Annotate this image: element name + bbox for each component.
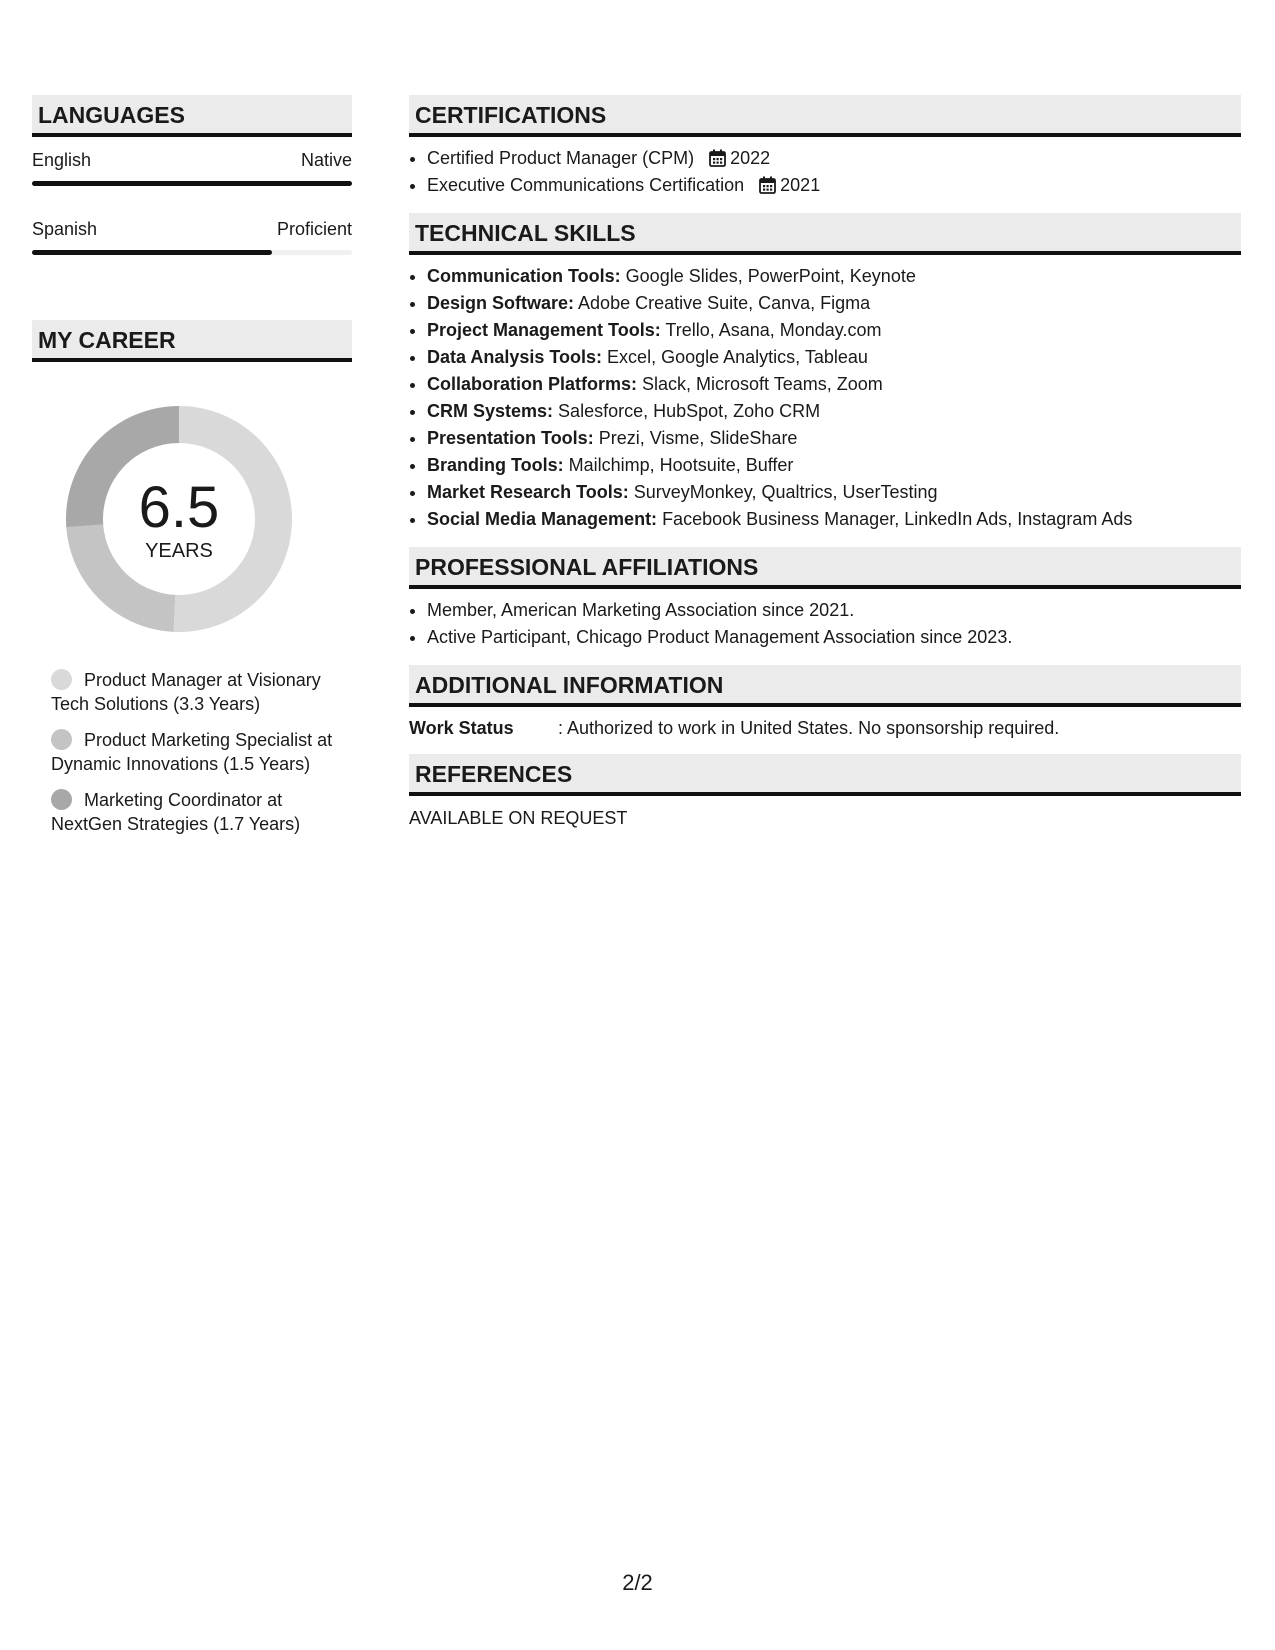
certification-name: Executive Communications Certification <box>427 175 745 195</box>
work-status-row <box>409 707 1241 747</box>
language-name: Spanish <box>32 219 98 239</box>
languages-heading: LANGUAGES <box>32 95 352 137</box>
technical-skills-list <box>409 263 1241 533</box>
certification-year: 2022 <box>730 148 771 168</box>
career-total-years: 6.5 <box>138 475 220 540</box>
legend-dot-icon <box>51 669 72 690</box>
skill-tools: Slack, Microsoft Teams, Zoom <box>637 374 883 394</box>
language-row <box>32 206 352 275</box>
career-donut <box>66 406 292 632</box>
skill-category: Social Media Management: <box>427 509 658 529</box>
skill-tools: Facebook Business Manager, LinkedIn Ads, Instagram Ads <box>657 509 1133 529</box>
language-level: Proficient <box>276 219 352 239</box>
skill-category: Communication Tools: <box>427 266 621 286</box>
certifications-heading: CERTIFICATIONS <box>409 95 1241 137</box>
career-years-unit: YEARS <box>145 540 213 562</box>
skill-category: Branding Tools: <box>427 455 564 475</box>
skill-tools: Adobe Creative Suite, Canva, Figma <box>574 293 871 313</box>
skill-tools: Google Slides, PowerPoint, Keynote <box>620 266 916 286</box>
skill-item <box>427 479 1241 506</box>
language-bar-fill <box>32 181 352 186</box>
language-bar <box>32 250 352 255</box>
legend-item <box>51 668 341 716</box>
calendar-icon <box>759 176 776 194</box>
skill-tools: Salesforce, HubSpot, Zoho CRM <box>553 401 821 421</box>
skill-item <box>427 344 1241 371</box>
work-status-value: : Authorized to work in United States. No sponsorship required. <box>558 718 1060 738</box>
legend-item <box>51 788 341 836</box>
skill-item <box>427 263 1241 290</box>
certification-item <box>427 172 1241 199</box>
legend-item <box>51 728 341 776</box>
skill-item <box>427 506 1241 533</box>
skill-category: CRM Systems: <box>427 401 554 421</box>
calendar-icon <box>709 149 726 167</box>
certification-item <box>427 145 1241 172</box>
legend-label: Product Marketing Specialist at Dynamic Innovations (1.5 Years) <box>51 730 333 774</box>
skill-category: Project Management Tools: <box>427 320 661 340</box>
skill-category: Market Research Tools: <box>427 482 629 502</box>
career-legend <box>51 668 341 836</box>
skill-tools: SurveyMonkey, Qualtrics, UserTesting <box>628 482 938 502</box>
skill-item <box>427 452 1241 479</box>
right-column <box>409 95 1241 829</box>
affiliation-item: • Active Participant, Chicago Product Management Association since 2023. <box>427 624 1241 651</box>
skill-tools: Excel, Google Analytics, Tableau <box>602 347 868 367</box>
legend-dot-icon <box>51 789 72 810</box>
skill-tools: Prezi, Visme, SlideShare <box>593 428 798 448</box>
references-text: AVAILABLE ON REQUEST <box>409 808 628 828</box>
skill-category: Data Analysis Tools: <box>427 347 603 367</box>
affiliation-item: • Member, American Marketing Association since 2021. <box>427 597 1241 624</box>
language-name: English <box>32 150 92 170</box>
skill-item <box>427 317 1241 344</box>
work-status-label: Work Status <box>409 718 514 738</box>
references-heading: REFERENCES <box>409 754 1241 796</box>
skill-item <box>427 290 1241 317</box>
skill-tools: Mailchimp, Hootsuite, Buffer <box>563 455 794 475</box>
skill-category: Collaboration Platforms: <box>427 374 638 394</box>
language-bar <box>32 181 352 186</box>
technical-skills-heading: TECHNICAL SKILLS <box>409 213 1241 255</box>
certifications-list <box>409 145 1241 199</box>
affiliations-heading: PROFESSIONAL AFFILIATIONS <box>409 547 1241 589</box>
skill-category: Presentation Tools: <box>427 428 594 448</box>
legend-label: Marketing Coordinator at NextGen Strategies (1.7 Years) <box>51 790 301 834</box>
skill-item <box>427 398 1241 425</box>
affiliations-list <box>409 597 1241 651</box>
skill-category: Design Software: <box>427 293 575 313</box>
language-level: Native <box>300 150 352 170</box>
legend-label: Product Manager at Visionary Tech Solutions (3.3 Years) <box>51 670 321 714</box>
language-row <box>32 137 352 206</box>
legend-dot-icon <box>51 729 72 750</box>
skill-item <box>427 425 1241 452</box>
additional-info-heading: ADDITIONAL INFORMATION <box>409 665 1241 707</box>
certification-name: Certified Product Manager (CPM) <box>427 148 695 168</box>
skill-tools: Trello, Asana, Monday.com <box>660 320 882 340</box>
language-bar-fill <box>32 250 272 255</box>
skill-item <box>427 371 1241 398</box>
page-number: 2/2 <box>622 1570 653 1595</box>
certification-year: 2021 <box>780 175 821 195</box>
career-heading: MY CAREER <box>32 320 352 362</box>
left-column <box>32 95 352 848</box>
